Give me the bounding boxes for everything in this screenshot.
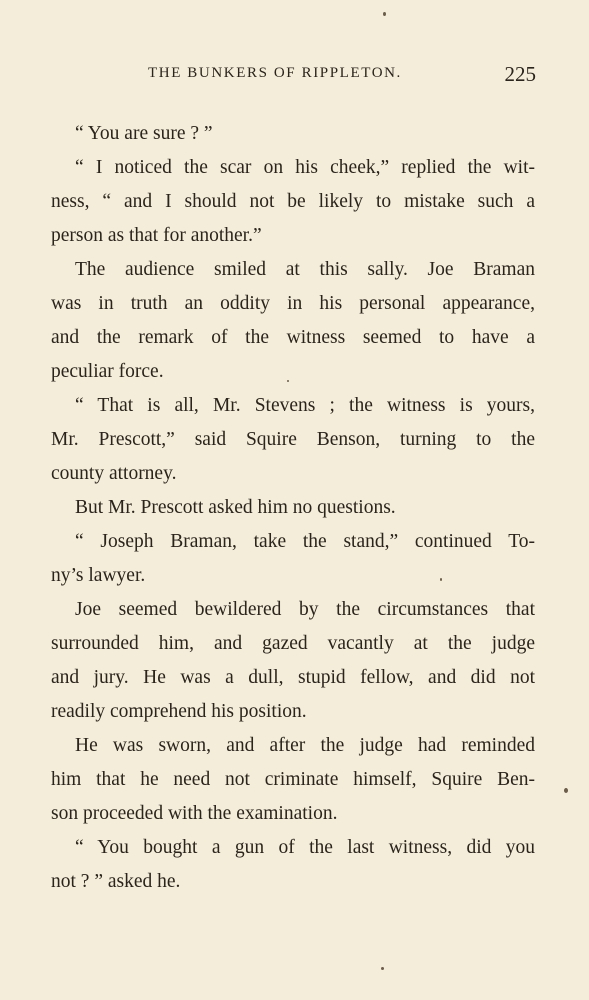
text-line: person as that for another.” [51,225,262,246]
text-line: He was sworn, and after the judge had reminded [75,735,535,756]
text-line: ness, “ and I should not be likely to mistake such a [51,191,535,212]
text-line: and the remark of the witness seemed to have a [51,327,535,348]
text-line: him that he need not criminate himself, Squire Ben- [51,769,535,790]
text-line: readily comprehend his position. [51,701,307,722]
paper-speck [383,12,386,16]
text-line: “ That is all, Mr. Stevens ; the witness is yours, [75,395,535,416]
body-text [51,117,535,899]
page-header [50,62,536,86]
text-line: peculiar force. [51,361,164,382]
text-line: son proceeded with the examination. [51,803,338,824]
paper-speck [564,788,568,793]
paper-speck [440,578,442,581]
text-line: But Mr. Prescott asked him no questions. [75,497,396,518]
text-line: Mr. Prescott,” said Squire Benson, turning to the [51,429,535,450]
text-line: The audience smiled at this sally. Joe Braman [75,259,535,280]
text-line: surrounded him, and gazed vacantly at the judge [51,633,535,654]
paper-speck [287,380,289,382]
text-line: ny’s lawyer. [51,565,146,586]
paper-speck [381,967,384,970]
running-head: THE BUNKERS OF RIPPLETON. [148,65,402,81]
page-number: 225 [504,62,536,86]
text-line: and jury. He was a dull, stupid fellow, and did not [51,667,535,688]
text-line: “ You bought a gun of the last witness, did you [75,837,535,858]
text-line: “ Joseph Braman, take the stand,” continued To- [75,531,535,552]
text-line: “ You are sure ? ” [75,123,213,144]
text-line: not ? ” asked he. [51,871,181,892]
text-line: was in truth an oddity in his personal appearance, [51,293,535,314]
text-line: county attorney. [51,463,177,484]
text-line: Joe seemed bewildered by the circumstances that [75,599,535,620]
text-line: “ I noticed the scar on his cheek,” replied the wit- [75,157,535,178]
